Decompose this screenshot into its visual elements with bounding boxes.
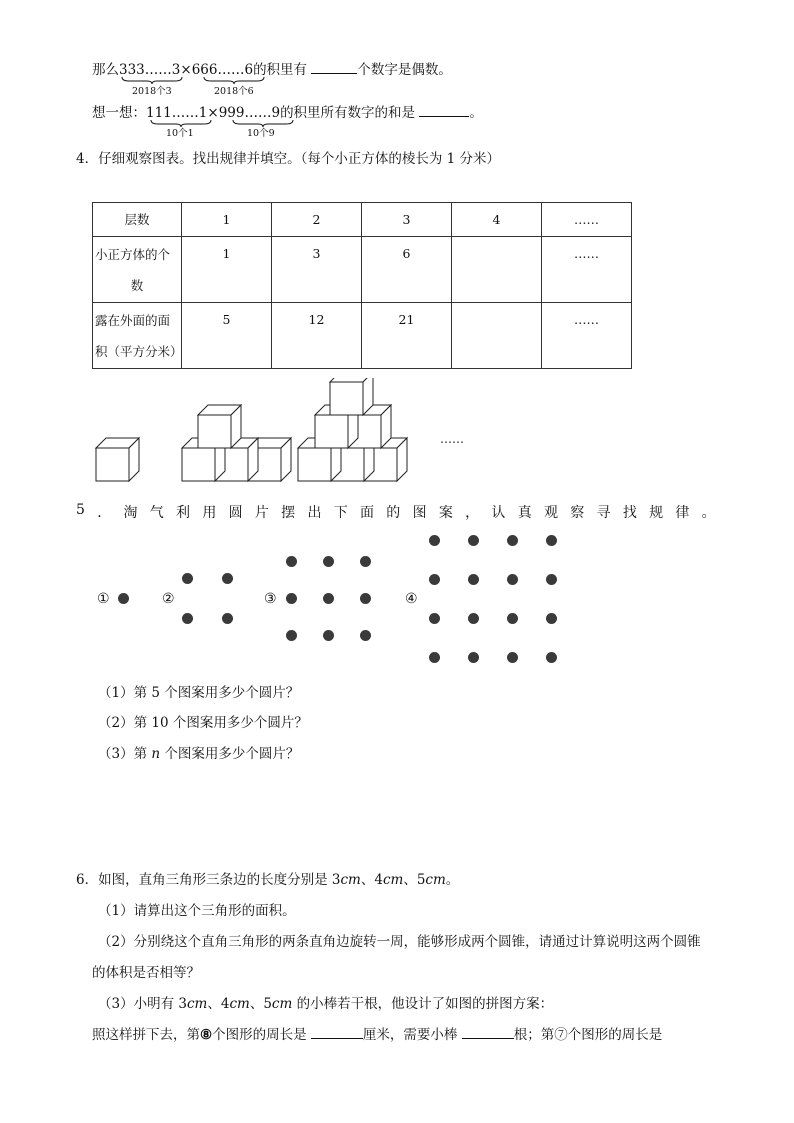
line1-digit1: 3 <box>171 62 181 78</box>
table-header-exposed-area: 露在外面的面 积（平方分米） <box>93 303 182 369</box>
line1-dots1: …… <box>144 62 172 78</box>
pattern-label-1: ① <box>97 591 110 607</box>
q6-title: 6．如图，直角三角形三条边的长度分别是 3cm、4cm、5cm。 <box>76 872 460 888</box>
line1-dots2: …… <box>217 62 245 78</box>
q5-title-char: 出 <box>307 505 322 521</box>
circle-piece <box>118 593 129 604</box>
pattern-label-3: ③ <box>264 591 277 607</box>
stack-layer-1 <box>96 438 139 481</box>
circle-piece <box>546 613 557 624</box>
q5-title-char: 片 <box>254 505 269 521</box>
stack-layer-2 <box>182 405 291 481</box>
table-cell: 21 <box>362 303 452 369</box>
circle-piece <box>360 630 371 641</box>
circle-piece <box>429 574 440 585</box>
answer-blank-even-count[interactable] <box>311 61 357 74</box>
brace-label-2018-3: 2018个3 <box>132 86 172 97</box>
line2-digit1: 1 <box>198 105 208 121</box>
q5-question-1: （1）第 5 个图案用多少个圆片？ <box>98 685 300 701</box>
q5-title <box>76 502 716 522</box>
brace-label-2018-6: 2018个6 <box>214 86 254 97</box>
q6-part-2-line-b: 的体积是否相等？ <box>92 965 200 981</box>
q4-title: 4．仔细观察图表。找出规律并填空。（每个小正方体的棱长为 1 分米） <box>76 151 501 167</box>
cube-table <box>92 202 632 369</box>
line1-mid: 的积里有 <box>253 62 308 78</box>
brace-label-10-9: 10个9 <box>247 128 275 139</box>
q5-title-char: 观 <box>543 505 558 521</box>
table-cell: 2 <box>272 203 362 237</box>
table-header-layers: 层数 <box>93 203 182 237</box>
table-cell: 5 <box>182 303 272 369</box>
circle-piece <box>222 573 233 584</box>
circle-piece <box>286 593 297 604</box>
q6-part-2-line-a: （2）分别绕这个直角三角形的两条直角边旋转一周，能够形成两个圆锥，请通过计算说明这两个圆锥 <box>98 934 701 950</box>
line2-dots2: …… <box>244 105 272 121</box>
q5-title-char: 5 <box>76 502 85 518</box>
line2-num1: 111 <box>146 105 172 121</box>
table-cell-blank[interactable] <box>452 303 542 369</box>
circle-piece <box>507 613 518 624</box>
q6-part-3-fill: 照这样拼下去，第⑧个图形的周长是 厘米，需要小棒 根；第⑦个图形的周长是 <box>92 1027 663 1043</box>
table-cell: …… <box>542 237 632 303</box>
circle-piece <box>429 652 440 663</box>
answer-blank-perimeter-8[interactable] <box>311 1026 363 1039</box>
circle-piece <box>286 556 297 567</box>
circle-piece <box>468 652 479 663</box>
circle-piece <box>546 574 557 585</box>
circle-piece <box>468 613 479 624</box>
q6-part-1: （1）请算出这个三角形的面积。 <box>98 903 296 919</box>
q6-part-3: （3）小明有 3cm、4cm、5cm 的小棒若干根，他设计了如图的拼图方案： <box>98 996 554 1012</box>
q5-question-3: （3）第 n 个图案用多少个圆片？ <box>98 746 300 762</box>
table-cell: 1 <box>182 203 272 237</box>
table-cell: …… <box>542 303 632 369</box>
circle-piece <box>429 535 440 546</box>
q5-title-char: 摆 <box>281 505 296 521</box>
table-cell: 3 <box>272 237 362 303</box>
line2-dots1: …… <box>171 105 199 121</box>
table-cell: 12 <box>272 303 362 369</box>
stack-layer-3 <box>298 378 407 481</box>
circle-piece <box>507 652 518 663</box>
q5-title-char: 找 <box>622 505 637 521</box>
circle-piece <box>360 593 371 604</box>
line2-mid: 的积里所有数字的和是 <box>280 105 416 121</box>
q5-title-char: ， <box>465 505 480 521</box>
circle-piece <box>468 574 479 585</box>
pattern-label-4: ④ <box>405 591 418 607</box>
line1-times: × <box>180 62 192 78</box>
answer-blank-stick-count[interactable] <box>462 1026 514 1039</box>
circle-piece <box>507 535 518 546</box>
line1-prefix: 那么 <box>92 62 119 78</box>
circle-piece <box>468 535 479 546</box>
circle-piece <box>507 574 518 585</box>
pattern-label-2: ② <box>162 591 175 607</box>
answer-blank-digit-sum[interactable] <box>419 104 469 117</box>
line2-digit2: 9 <box>271 105 281 121</box>
line2-times: × <box>207 105 219 121</box>
q5-title-char: 规 <box>649 505 664 521</box>
circle-piece <box>429 613 440 624</box>
q5-title-char: 气 <box>149 505 164 521</box>
circle-piece <box>182 613 193 624</box>
circle-piece <box>323 556 334 567</box>
q5-title-char: 圆 <box>228 505 243 521</box>
q5-title-char: 淘 <box>123 505 138 521</box>
table-cell: 1 <box>182 237 272 303</box>
q5-title-char: 认 <box>491 505 506 521</box>
q5-title-char: 察 <box>570 505 585 521</box>
q5-title-char: 律 <box>675 505 690 521</box>
table-header-cube-count: 小正方体的个 数 <box>93 237 182 303</box>
line-product-even-digits <box>92 58 452 78</box>
table-cell-blank[interactable] <box>452 237 542 303</box>
line2-prefix: 想一想： <box>92 105 146 121</box>
brace-label-10-1: 10个1 <box>166 128 194 139</box>
line1-num1: 333 <box>119 62 145 78</box>
table-cell: …… <box>542 203 632 237</box>
circle-piece <box>546 652 557 663</box>
circle-piece <box>323 593 334 604</box>
table-cell: 4 <box>452 203 542 237</box>
q5-title-char: 图 <box>412 505 427 521</box>
q5-title-char: 寻 <box>596 505 611 521</box>
line1-suffix: 个数字是偶数。 <box>357 62 452 78</box>
q5-title-char: 利 <box>176 505 191 521</box>
circle-piece <box>546 535 557 546</box>
circle-piece <box>182 573 193 584</box>
line1-digit2: 6 <box>244 62 254 78</box>
cube-stacks-figure <box>90 378 430 488</box>
q5-title-char: 面 <box>360 505 375 521</box>
q5-title-char: 案 <box>438 505 453 521</box>
line2-num2: 999 <box>218 105 245 121</box>
table-cell: 3 <box>362 203 452 237</box>
line-digit-sum <box>92 101 483 121</box>
q5-title-char: 下 <box>333 505 348 521</box>
q5-title-char: 用 <box>202 505 217 521</box>
table-cell: 6 <box>362 237 452 303</box>
cube-ellipsis: …… <box>440 432 464 446</box>
circle-piece <box>360 556 371 567</box>
q5-question-2: （2）第 10 个图案用多少个圆片？ <box>98 715 308 731</box>
q5-title-char: ． <box>97 505 112 521</box>
line1-num2: 666 <box>191 62 218 78</box>
circle-piece <box>323 630 334 641</box>
q5-title-char: 真 <box>517 505 532 521</box>
circle-piece <box>286 630 297 641</box>
q5-title-char: 的 <box>386 505 401 521</box>
circle-piece <box>222 613 233 624</box>
line2-suffix: 。 <box>469 105 483 121</box>
q5-title-char: 。 <box>701 505 716 521</box>
